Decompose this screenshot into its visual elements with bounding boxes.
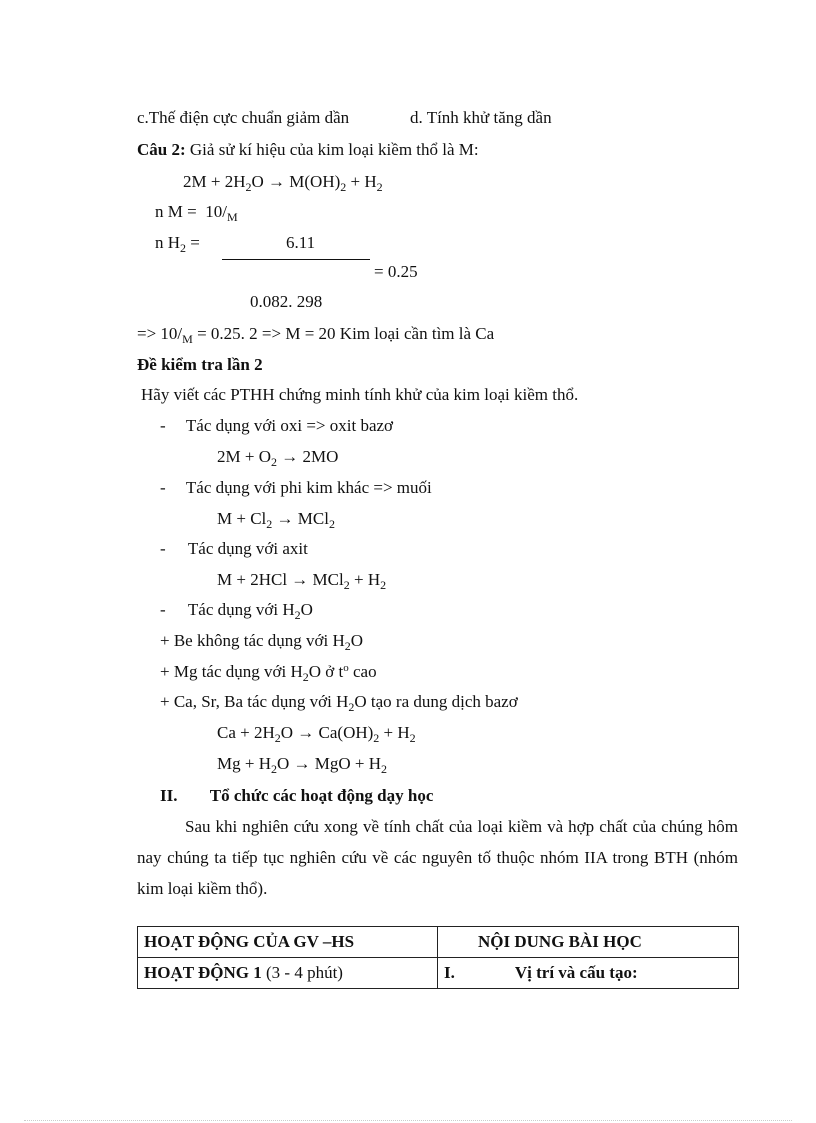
list-item-h2o: - Tác dụng với $H_2O$	[160, 600, 313, 622]
table-header-row	[138, 927, 739, 958]
question-2	[137, 140, 479, 160]
question-2-label: Câu 2:	[137, 140, 186, 159]
moles-m: n $M = 10/_M$	[155, 202, 238, 224]
list-item-phi-kim: - Tác dụng với phi kim khác => muối	[160, 478, 432, 497]
equation-axit: $M + 2HCl \to MCl_2 + H_2$	[217, 570, 387, 592]
section-2-heading	[160, 786, 433, 806]
bullet-dash: -	[160, 600, 166, 619]
fraction-bar	[222, 259, 370, 260]
question-2-text: Giả sử kí hiệu của kim loại kiềm thổ là M:	[189, 140, 479, 159]
fraction-result: = 0.25	[374, 262, 418, 281]
header-teacher-student: HOẠT ĐỘNG CỦA GV –HS	[138, 927, 438, 958]
equation-phi-kim: $M + Cl_2 \to MCl_2$	[217, 509, 335, 531]
note-ca-sr-ba: + Ca, Sr, Ba tác dụng với $H_2O$ tạo ra dung dịch bazơ	[160, 692, 518, 714]
fraction-denominator: 0.082. 298	[250, 292, 323, 311]
test-2-prompt: Hãy viết các PTHH chứng minh tính khử của kim loại kiềm thổ.	[141, 385, 579, 404]
fraction-numerator: 6.11	[286, 233, 316, 252]
moles-h2: n $H_2$ =	[155, 233, 200, 255]
section-2-number: II.	[160, 786, 178, 805]
bullet-dash: -	[160, 539, 166, 558]
equation-main: $2M + 2H_2O \to M(OH)_2 + H_2$	[183, 172, 383, 194]
table-row	[138, 958, 739, 989]
bullet-dash: -	[160, 416, 166, 435]
list-item-oxi: - Tác dụng với oxi => oxit bazơ	[160, 416, 394, 435]
note-be: + Be không tác dụng với $H_2O$	[160, 631, 364, 653]
answer-d: d. Tính khử tăng dần	[410, 108, 552, 127]
equation-ca: $Ca + 2H_2O \to Ca(OH)_2 + H_2$	[217, 723, 416, 745]
activity-1-cell: HOẠT ĐỘNG 1 (3 - 4 phút)	[138, 958, 438, 989]
answer-c: c.Thế điện cực chuẩn giảm dần	[137, 108, 350, 127]
test-2-title: Đề kiểm tra lần 2	[137, 355, 263, 374]
section-2-title: Tổ chức các hoạt động dạy học	[209, 786, 434, 805]
conclusion: => $10/_M = 0.25$. 2 => M = 20 Kim loại cần tìm là Ca	[137, 324, 495, 346]
list-item-axit: - Tác dụng với axit	[160, 539, 308, 558]
intro-paragraph: Sau khi nghiên cứu xong về tính chất của loại kiềm và hợp chất của chúng hôm nay chúng ta tiếp tục nghiên cứu về các nguyên tố thuộc nhóm IIA trong BTH (nhóm kim loại kiềm thổ).	[137, 817, 738, 898]
bullet-dash: -	[160, 478, 166, 497]
content-1-cell: I. Vị trí và cấu tạo:	[438, 958, 739, 989]
equation-mg: $Mg + H_2O$ → MgO + $H_2$	[217, 754, 388, 776]
header-lesson-content: NỘI DUNG BÀI HỌC	[438, 927, 739, 958]
activity-table	[137, 926, 739, 989]
equation-oxi: $2M + O_2 \to 2MO$	[217, 447, 339, 469]
page-bottom-rule	[24, 1120, 792, 1121]
note-mg: + Mg tác dụng với $H_2O$ ở $t^o$ cao	[160, 662, 377, 684]
